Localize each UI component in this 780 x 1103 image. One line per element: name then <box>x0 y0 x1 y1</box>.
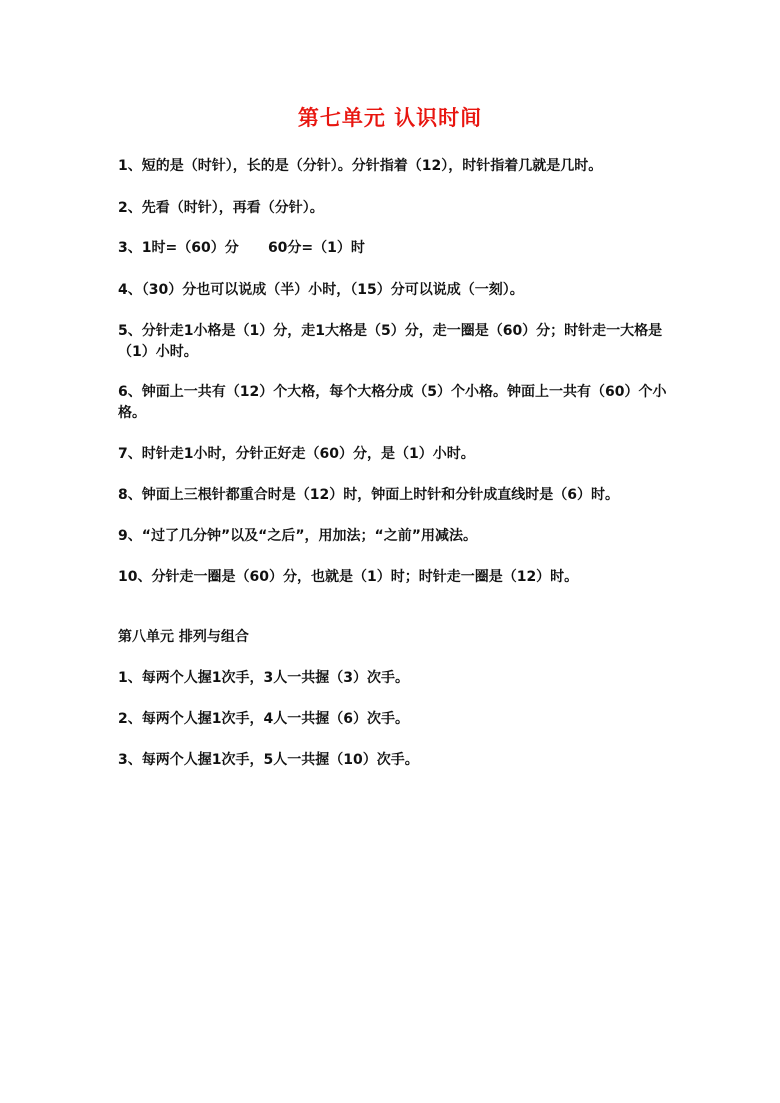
unit7-item-3: 3、1时=（60）分 60分=（1）时 <box>118 240 365 256</box>
unit7-item-2: 2、先看（时针），再看（分针）。 <box>118 200 324 216</box>
unit7-item-9: 9、“过了几分钟”以及“之后”，用加法；“之前”用减法。 <box>118 528 477 544</box>
unit7-item-8: 8、钟面上三根针都重合时是（12）时，钟面上时针和分针成直线时是（6）时。 <box>118 487 619 503</box>
unit8-heading: 第八单元 排列与组合 <box>118 629 249 645</box>
unit7-item-1: 1、短的是（时针），长的是（分针）。分针指着（12），时针指着几就是几时。 <box>118 158 603 174</box>
unit7-item-4: 4、（30）分也可以说成（半）小时，（15）分可以说成（一刻）。 <box>118 282 524 298</box>
unit8-item-1: 1、每两个人握1次手，3人一共握（3）次手。 <box>118 670 409 686</box>
unit7-item-5: 5、分针走1小格是（1）分，走1大格是（5）分，走一圈是（60）分；时针走一大格是（1）小时。 <box>118 323 663 360</box>
page-title: 第七单元 认识时间 <box>297 106 483 130</box>
unit8-item-3: 3、每两个人握1次手，5人一共握（10）次手。 <box>118 752 419 768</box>
unit8-item-2: 2、每两个人握1次手，4人一共握（6）次手。 <box>118 711 409 727</box>
unit7-item-6: 6、钟面上一共有（12）个大格，每个大格分成（5）个小格。钟面上一共有（60）个小格。 <box>118 384 667 421</box>
unit7-item-10: 10、分针走一圈是（60）分，也就是（1）时；时针走一圈是（12）时。 <box>118 569 579 585</box>
unit7-item-7: 7、时针走1小时，分针正好走（60）分，是（1）小时。 <box>118 446 475 462</box>
